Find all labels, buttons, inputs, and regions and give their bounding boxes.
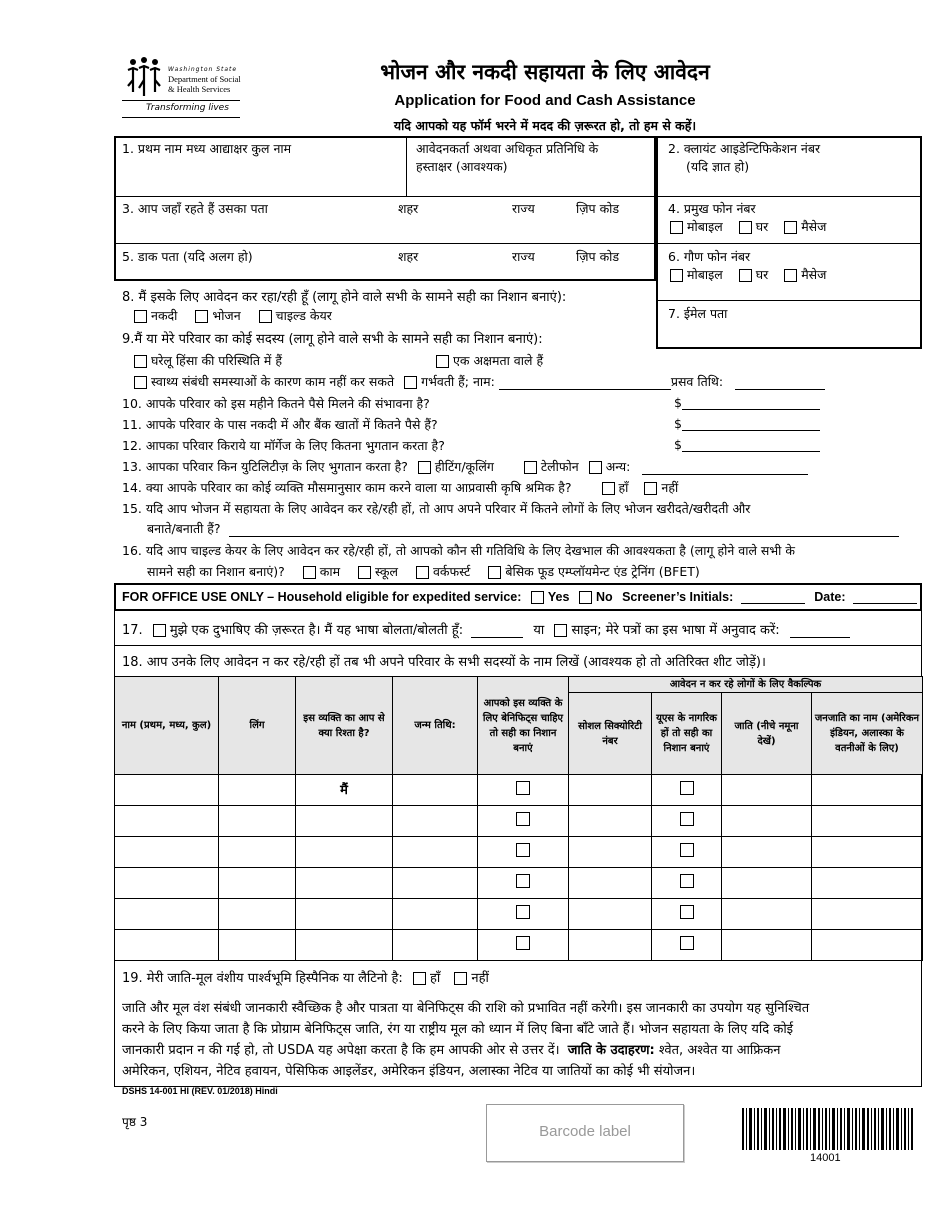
zip-label: ज़िप कोड [576, 201, 620, 216]
office-yes-label: Yes [547, 589, 570, 604]
q19-text: 19. मेरी जाति-मूल वंशीय पार्श्वभूमि हिस्पैनिक या लैटिनो है: [122, 971, 403, 986]
q9-row2 [134, 373, 825, 390]
q13-row [122, 458, 808, 475]
q12-text: 12. आपका परिवार किराये या मॉर्गेज के लिए कितना भुगतान करता है? [122, 438, 445, 453]
screener-initials-input[interactable] [741, 589, 805, 604]
tribe-cell[interactable] [812, 930, 923, 961]
page-number: पृष्ठ 3 [122, 1115, 148, 1129]
q18-text: 18. आप उनके लिए आवेदन न कर रहे/रही हों तब भी अपने परिवार के सभी सदस्यों के नाम लिखें (आवश्यक हो तो अतिरिक्त शीट जोड़ें)। [122, 655, 766, 670]
ssn-cell[interactable] [569, 868, 652, 899]
name-cell[interactable] [115, 930, 219, 961]
table-row [115, 837, 923, 868]
work-label: काम [319, 564, 341, 579]
col-ssn: सोशल सिक्योरिटी नंबर [569, 693, 652, 775]
mail-state-label: राज्य [512, 249, 535, 264]
agency-line2: & Health Services [168, 84, 231, 94]
secondary-phone-types [664, 266, 826, 283]
household-table [114, 676, 923, 961]
relation-cell[interactable] [296, 837, 393, 868]
secondary-message-checkbox[interactable] [784, 269, 797, 282]
benefits-cell [478, 775, 569, 806]
barcode-label-box [486, 1104, 684, 1162]
primary-message-checkbox[interactable] [784, 221, 797, 234]
dob-cell[interactable] [393, 837, 478, 868]
cash-checkbox[interactable] [134, 310, 147, 323]
agency-state: Washington State [168, 66, 238, 73]
primary-mobile-checkbox[interactable] [670, 221, 683, 234]
q14-row [122, 479, 678, 496]
home-address-field[interactable]: 3. आप जहाँ रहते हैं उसका पता [122, 201, 268, 216]
note-line1: जाति और मूल वंश संबंधी जानकारी स्वैच्छिक है और पात्रता या बेनिफिट्स की राशि को प्रभावित नहीं करेगी। इस जानकारी का उपयोग यह सुनिश्चित [122, 1001, 810, 1016]
col-tribe: जनजाति का नाम (अमेरिकन इंडियन, अलास्का के वतनीओं के लिए) [812, 693, 923, 775]
farmworker-no-checkbox[interactable] [644, 482, 657, 495]
q15-line2: बनाते/बनाती हैं? [147, 521, 221, 536]
q9-text: 9.मैं या मेरे परिवार का कोई सदस्य (लागू होने वाले सभी के सामने सही का निशान बनाएं): [122, 332, 543, 347]
health-problems-label: स्वाथ्य संबंधी समस्याओं के कारण काम नहीं कर सकते [151, 374, 395, 389]
dob-cell[interactable] [393, 930, 478, 961]
expedited-yes-checkbox[interactable] [531, 591, 544, 604]
gender-cell[interactable] [219, 837, 296, 868]
primary-phone-types [664, 218, 826, 235]
name-cell[interactable] [115, 775, 219, 806]
heating-label: हीटिंग/कूलिंग [434, 459, 494, 474]
note-line4: अमेरिकन, एशियन, नेटिव हवायन, पेसिफिक आइलेंडर, अमेरिकन इंडियन, अलास्का नेटिव या जातियों का कोई भी संयोजन। [122, 1064, 696, 1079]
table-row [115, 775, 923, 806]
gender-cell[interactable] [219, 775, 296, 806]
benefits-checkbox[interactable] [516, 843, 530, 857]
bfet-checkbox[interactable] [488, 566, 501, 579]
home-label: घर [755, 219, 769, 234]
relation-cell[interactable] [296, 930, 393, 961]
hispanic-yes-checkbox[interactable] [413, 972, 426, 985]
citizen-cell [652, 868, 722, 899]
barcode-icon [742, 1108, 914, 1150]
workfirst-label: वर्कफर्स्ट [432, 564, 471, 579]
citizen-checkbox[interactable] [680, 905, 694, 919]
benefits-checkbox[interactable] [516, 905, 530, 919]
secondary-mobile-checkbox[interactable] [670, 269, 683, 282]
note-line3b: श्वेत, अश्वेत या आफ्रिकन [658, 1043, 781, 1058]
help-text: यदि आपको यह फॉर्म भरने में मदद की ज़रूरत हो, तो हम से कहें। [393, 118, 697, 133]
q16-line2: सामने सही का निशान बनाएं)? [147, 564, 285, 579]
relation-cell: मैं [296, 775, 393, 806]
pregnant-name-input[interactable] [499, 375, 671, 390]
q17-row [122, 620, 850, 638]
signature-label-2: हस्ताक्षर (आवश्यक) [416, 159, 508, 174]
name-field[interactable]: 1. प्रथम नाम मध्य आद्याक्षर कुल नाम [122, 141, 292, 156]
telephone-checkbox[interactable] [524, 461, 537, 474]
q12-amount [674, 437, 820, 452]
q11-amount [674, 416, 820, 431]
citizen-cell [652, 899, 722, 930]
hispanic-no-checkbox[interactable] [454, 972, 467, 985]
tribe-cell[interactable] [812, 899, 923, 930]
q14-text: 14. क्या आपके परिवार का कोई व्यक्ति मौसमानुसार काम करने वाला या आप्रवासी कृषि श्रमिक है? [122, 480, 572, 495]
spoken-language-input[interactable] [471, 623, 523, 638]
table-row [115, 868, 923, 899]
office-use-text: FOR OFFICE USE ONLY – Household eligible for expedited service: [122, 589, 522, 604]
name-cell[interactable] [115, 868, 219, 899]
domestic-violence-label: घरेलू हिंसा की परिस्थिति में हैं [151, 353, 283, 368]
office-date-label: Date: [814, 589, 846, 604]
disability-label: एक अक्षमता वाले हैं [453, 353, 544, 368]
race-cell[interactable] [722, 899, 812, 930]
tribe-cell[interactable] [812, 806, 923, 837]
table-row [115, 899, 923, 930]
gender-cell[interactable] [219, 899, 296, 930]
secondary-home-checkbox[interactable] [739, 269, 752, 282]
benefits-checkbox[interactable] [516, 812, 530, 826]
written-language-input[interactable] [790, 623, 850, 638]
note-line3-row [122, 1040, 780, 1058]
note-line2: करने के लिए किया जाता है कि प्रोग्राम बेनिफिट्स जाति, रंग या राष्ट्रीय मूल को ध्यान में लिए बिना बाँटे जाते हैं। भोजन सहायता के लिए यदि कोई [122, 1022, 794, 1037]
signature-label-1: आवेदनकर्ता अथवा अधिकृत प्रतिनिधि के [416, 141, 599, 156]
citizen-checkbox[interactable] [680, 843, 694, 857]
expedited-no-checkbox[interactable] [579, 591, 592, 604]
citizen-checkbox[interactable] [680, 812, 694, 826]
tribe-cell[interactable] [812, 868, 923, 899]
gender-cell[interactable] [219, 930, 296, 961]
dob-cell[interactable] [393, 806, 478, 837]
q17-number: 17. [122, 623, 143, 638]
dob-cell[interactable] [393, 899, 478, 930]
pregnant-checkbox[interactable] [404, 376, 417, 389]
dollar-sign: $ [674, 395, 682, 410]
citizen-cell [652, 837, 722, 868]
q16-line1: 16. यदि आप चाइल्ड केयर के लिए आवेदन कर रहे/रही हों, तो आपको कौन सी गतिविधि के लिए देखभाल की आवश्यकता है (लागू होने वाले सभी के [122, 543, 795, 558]
q13-text: 13. आपका परिवार किन युटिलिटीज़ के लिए भुगतान करता है? [122, 459, 408, 474]
ssn-cell[interactable] [569, 837, 652, 868]
no-label: नहीं [661, 480, 679, 495]
q11-input[interactable] [682, 416, 820, 431]
sign-language-checkbox[interactable] [554, 624, 567, 637]
tribe-cell[interactable] [812, 837, 923, 868]
q9-row1 [134, 352, 282, 369]
mobile-label: मोबाइल [687, 219, 723, 234]
col-citizen: यूएस के नागरिक हों तो सही का निशान बनाएं [652, 693, 722, 775]
school-checkbox[interactable] [358, 566, 371, 579]
bfet-label: बेसिक फूड एम्प्लॉयमेन्ट एंड ट्रेनिंग (BFET) [505, 564, 700, 579]
state-label: राज्य [512, 201, 535, 216]
ssn-cell[interactable] [569, 930, 652, 961]
primary-phone-label[interactable]: 4. प्रमुख फोन नंबर [668, 201, 756, 216]
citizen-cell [652, 775, 722, 806]
other-utility-input[interactable] [642, 460, 808, 475]
q8-options [134, 307, 332, 324]
dob-cell[interactable] [393, 868, 478, 899]
q10-text: 10. आपके परिवार को इस महीने कितने पैसे मिलने की संभावना है? [122, 396, 430, 411]
relation-cell[interactable] [296, 899, 393, 930]
race-cell[interactable] [722, 837, 812, 868]
ssn-cell[interactable] [569, 806, 652, 837]
food-label: भोजन [212, 308, 241, 323]
or-label: या [533, 623, 545, 638]
title-hindi: भोजन और नकदी सहायता के लिए आवेदन [380, 60, 710, 84]
citizen-cell [652, 930, 722, 961]
barcode-label-text: Barcode label [539, 1123, 631, 1140]
pregnant-label: गर्भवती हैं; नाम: [421, 374, 495, 389]
dob-cell[interactable] [393, 775, 478, 806]
agency-line1: Department of Social [168, 74, 241, 84]
col-relation: इस व्यक्ति का आप से क्या रिश्ता है? [296, 677, 393, 775]
benefits-checkbox[interactable] [516, 936, 530, 950]
citizen-cell [652, 806, 722, 837]
mail-zip-label: ज़िप कोड [576, 249, 620, 264]
due-date-input[interactable] [735, 375, 825, 390]
city-label: शहर [398, 201, 419, 216]
q15-line1: 15. यदि आप भोजन में सहायता के लिए आवेदन कर रहे/रही हों, तो आप अपने परिवार में कितने लोगों के लिए भोजन खरीदते/खरीदती और [122, 501, 751, 516]
health-problems-checkbox[interactable] [134, 376, 147, 389]
name-cell[interactable] [115, 837, 219, 868]
mailing-address-field[interactable]: 5. डाक पता (यदि अलग हो) [122, 249, 253, 264]
q12-input[interactable] [682, 437, 820, 452]
q11-text: 11. आपके परिवार के पास नकदी में और बैंक खातों में कितने पैसे हैं? [122, 417, 438, 432]
home-label: घर [755, 267, 769, 282]
email-label[interactable]: 7. ईमेल पता [668, 306, 728, 321]
q15-line2-row [147, 520, 899, 537]
work-checkbox[interactable] [303, 566, 316, 579]
race-cell[interactable] [722, 868, 812, 899]
race-cell[interactable] [722, 775, 812, 806]
client-id-hint: (यदि ज्ञात हो) [686, 159, 750, 174]
q16-line2-row [147, 563, 700, 580]
heating-checkbox[interactable] [418, 461, 431, 474]
disability-checkbox[interactable] [436, 355, 449, 368]
yes-label: हाँ [429, 971, 441, 986]
people-logo-icon [124, 56, 164, 100]
col-name: नाम (प्रथम, मध्य, कुल) [115, 677, 219, 775]
office-date-input[interactable] [853, 589, 917, 604]
col-race: जाति (नीचे नमूना देखें) [722, 693, 812, 775]
workfirst-checkbox[interactable] [416, 566, 429, 579]
race-cell[interactable] [722, 806, 812, 837]
citizen-checkbox[interactable] [680, 874, 694, 888]
tagline: Transforming lives [146, 103, 229, 113]
citizen-checkbox[interactable] [680, 781, 694, 795]
optional-header: आवेदन न कर रहे लोगों के लिए वैकल्पिक [569, 677, 923, 693]
col-gender: लिंग [219, 677, 296, 775]
col-dob: जन्म तिथि: [393, 677, 478, 775]
dollar-sign: $ [674, 437, 682, 452]
dshs-logo [122, 56, 244, 118]
name-cell[interactable] [115, 899, 219, 930]
examples-label: जाति के उदाहरण: [567, 1043, 655, 1058]
other-utility-checkbox[interactable] [589, 461, 602, 474]
domestic-violence-checkbox[interactable] [134, 355, 147, 368]
childcare-label: चाइल्ड केयर [275, 308, 332, 323]
q10-input[interactable] [682, 395, 820, 410]
food-checkbox[interactable] [195, 310, 208, 323]
message-label: मैसेज [801, 219, 827, 234]
barcode-number: 14001 [810, 1152, 841, 1164]
ssn-cell[interactable] [569, 775, 652, 806]
benefits-checkbox[interactable] [516, 781, 530, 795]
mail-city-label: शहर [398, 249, 419, 264]
table-row [115, 930, 923, 961]
gender-cell[interactable] [219, 806, 296, 837]
form-id: DSHS 14-001 HI (REV. 01/2018) Hindi [122, 1086, 278, 1096]
due-date-label: प्रसव तिथि: [670, 374, 724, 389]
ssn-cell[interactable] [569, 899, 652, 930]
q17-text: मुझे एक दुभाषिए की ज़रूरत है। मैं यह भाषा बोलता/बोलती हूँ: [169, 623, 464, 638]
secondary-phone-label[interactable]: 6. गौण फोन नंबर [668, 249, 751, 264]
q9-row1b [436, 352, 543, 369]
tribe-cell[interactable] [812, 775, 923, 806]
household-size-input[interactable] [229, 522, 899, 537]
no-label: नहीं [471, 971, 489, 986]
q8-text: 8. मैं इसके लिए आवेदन कर रहा/रही हूँ (लागू होने वाले सभी के सामने सही का निशान बनाएं): [122, 290, 567, 305]
benefits-cell [478, 930, 569, 961]
message-label: मैसेज [801, 267, 827, 282]
yes-label: हाँ [618, 480, 629, 495]
cash-label: नकदी [151, 308, 178, 323]
primary-home-checkbox[interactable] [739, 221, 752, 234]
gender-cell[interactable] [219, 868, 296, 899]
office-use-row [122, 589, 917, 604]
other-utility-label: अन्य: [605, 459, 631, 474]
telephone-label: टेलीफोन [540, 459, 579, 474]
client-id-label[interactable]: 2. क्लायंट आइडेन्टिफिकेशन नंबर [668, 141, 821, 156]
farmworker-yes-checkbox[interactable] [602, 482, 615, 495]
interpreter-checkbox[interactable] [153, 624, 166, 637]
q10-amount [674, 395, 820, 410]
relation-cell[interactable] [296, 868, 393, 899]
benefits-cell [478, 868, 569, 899]
benefits-cell [478, 806, 569, 837]
office-no-label: No [595, 589, 613, 604]
dollar-sign: $ [674, 416, 682, 431]
mobile-label: मोबाइल [687, 267, 723, 282]
note-line3: जानकारी प्रदान न की गई हो, तो USDA यह अपेक्षा करता है कि हम आपकी ओर से उत्तर दें। [122, 1043, 560, 1058]
screener-initials-label: Screener’s Initials: [622, 589, 734, 604]
title-english: Application for Food and Cash Assistance [394, 92, 696, 109]
benefits-cell [478, 837, 569, 868]
q19-row [122, 968, 489, 986]
col-benefits: आपको इस व्यक्ति के लिए बेनिफिट्स चाहिए तो सही का निशान बनाएं [478, 677, 569, 775]
citizen-checkbox[interactable] [680, 936, 694, 950]
relation-cell[interactable] [296, 806, 393, 837]
race-cell[interactable] [722, 930, 812, 961]
q17-text2: साइन; मेरे पत्रों का इस भाषा में अनुवाद करें: [571, 623, 780, 638]
school-label: स्कूल [375, 564, 398, 579]
table-row [115, 806, 923, 837]
childcare-checkbox[interactable] [259, 310, 272, 323]
benefits-cell [478, 899, 569, 930]
benefits-checkbox[interactable] [516, 874, 530, 888]
name-cell[interactable] [115, 806, 219, 837]
